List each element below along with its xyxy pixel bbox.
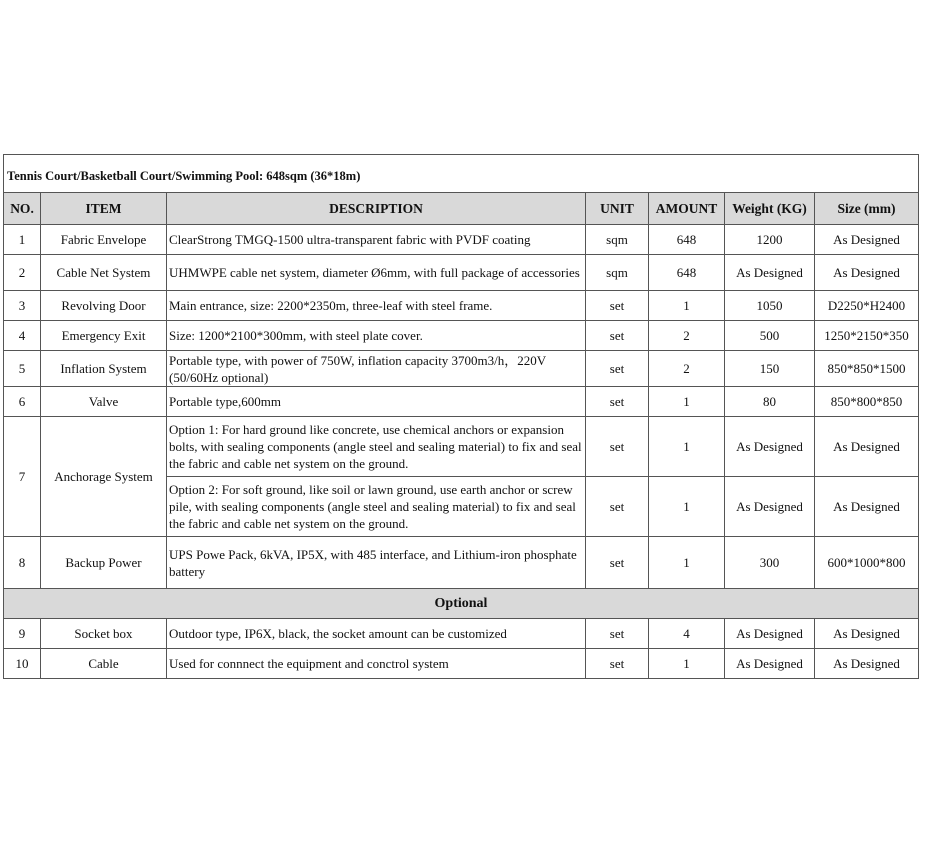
table-row: [4, 255, 919, 291]
table-row: [4, 225, 919, 255]
cell-description: Size: 1200*2100*300mm, with steel plate cover.: [167, 321, 586, 351]
cell-amount: 1: [649, 477, 725, 537]
cell-no: 5: [4, 351, 41, 387]
cell-size: 600*1000*800: [815, 537, 919, 589]
header-description: DESCRIPTION: [167, 193, 586, 225]
cell-weight: 500: [725, 321, 815, 351]
cell-description: Outdoor type, IP6X, black, the socket amount can be customized: [167, 619, 586, 649]
cell-weight: As Designed: [725, 255, 815, 291]
table-row: [4, 649, 919, 679]
cell-amount: 648: [649, 255, 725, 291]
cell-description: Option 2: For soft ground, like soil or lawn ground, use earth anchor or screw pile, with sealing components (angle steel and sealing material) to fix and seal the fabric and cable net system on the ground.: [167, 477, 586, 537]
cell-no: 9: [4, 619, 41, 649]
cell-description: Used for connnect the equipment and conctrol system: [167, 649, 586, 679]
table-row: [4, 291, 919, 321]
cell-weight: As Designed: [725, 477, 815, 537]
cell-amount: 1: [649, 387, 725, 417]
cell-unit: set: [586, 291, 649, 321]
cell-amount: 1: [649, 649, 725, 679]
cell-unit: set: [586, 619, 649, 649]
header-amount: AMOUNT: [649, 193, 725, 225]
cell-item: Anchorage System: [41, 417, 167, 537]
cell-item: Fabric Envelope: [41, 225, 167, 255]
cell-no: 2: [4, 255, 41, 291]
cell-unit: set: [586, 537, 649, 589]
optional-section-row: [4, 589, 919, 619]
cell-amount: 4: [649, 619, 725, 649]
spec-table-container: [3, 154, 918, 679]
cell-unit: set: [586, 417, 649, 477]
cell-no: 7: [4, 417, 41, 537]
cell-no: 6: [4, 387, 41, 417]
header-row: [4, 193, 919, 225]
cell-amount: 1: [649, 417, 725, 477]
cell-amount: 2: [649, 321, 725, 351]
cell-weight: As Designed: [725, 417, 815, 477]
optional-section-label: Optional: [4, 589, 919, 619]
cell-item: Cable Net System: [41, 255, 167, 291]
cell-weight: As Designed: [725, 619, 815, 649]
cell-unit: set: [586, 477, 649, 537]
table-row: [4, 619, 919, 649]
cell-no: 3: [4, 291, 41, 321]
cell-no: 4: [4, 321, 41, 351]
cell-size: As Designed: [815, 255, 919, 291]
cell-size: D2250*H2400: [815, 291, 919, 321]
header-item: ITEM: [41, 193, 167, 225]
cell-weight: 1050: [725, 291, 815, 321]
cell-amount: 2: [649, 351, 725, 387]
table-row: [4, 321, 919, 351]
cell-size: As Designed: [815, 619, 919, 649]
cell-weight: As Designed: [725, 649, 815, 679]
cell-item: Valve: [41, 387, 167, 417]
cell-description: Portable type,600mm: [167, 387, 586, 417]
table-title: Tennis Court/Basketball Court/Swimming Pool: 648sqm (36*18m): [4, 155, 919, 193]
cell-size: 850*800*850: [815, 387, 919, 417]
cell-unit: set: [586, 321, 649, 351]
cell-no: 1: [4, 225, 41, 255]
cell-item: Revolving Door: [41, 291, 167, 321]
header-size: Size (mm): [815, 193, 919, 225]
cell-no: 10: [4, 649, 41, 679]
cell-item: Backup Power: [41, 537, 167, 589]
cell-description: Portable type, with power of 750W, inflation capacity 3700m3/h，220V (50/60Hz optional): [167, 351, 586, 387]
header-no: NO.: [4, 193, 41, 225]
cell-size: As Designed: [815, 477, 919, 537]
cell-unit: set: [586, 387, 649, 417]
cell-weight: 1200: [725, 225, 815, 255]
cell-size: As Designed: [815, 417, 919, 477]
cell-description: ClearStrong TMGQ-1500 ultra-transparent fabric with PVDF coating: [167, 225, 586, 255]
table-row: [4, 387, 919, 417]
spec-table: [3, 154, 919, 679]
cell-weight: 300: [725, 537, 815, 589]
cell-item: Inflation System: [41, 351, 167, 387]
cell-amount: 1: [649, 291, 725, 321]
header-unit: UNIT: [586, 193, 649, 225]
cell-unit: set: [586, 351, 649, 387]
table-row: [4, 417, 919, 477]
cell-no: 8: [4, 537, 41, 589]
cell-item: Socket box: [41, 619, 167, 649]
cell-description: UPS Powe Pack, 6kVA, IP5X, with 485 interface, and Lithium-iron phosphate battery: [167, 537, 586, 589]
cell-description: Main entrance, size: 2200*2350m, three-leaf with steel frame.: [167, 291, 586, 321]
cell-item: Cable: [41, 649, 167, 679]
cell-description: UHMWPE cable net system, diameter Ø6mm, with full package of accessories: [167, 255, 586, 291]
table-row: [4, 351, 919, 387]
cell-item: Emergency Exit: [41, 321, 167, 351]
cell-unit: sqm: [586, 255, 649, 291]
cell-size: 850*850*1500: [815, 351, 919, 387]
cell-size: As Designed: [815, 225, 919, 255]
cell-size: 1250*2150*350: [815, 321, 919, 351]
cell-size: As Designed: [815, 649, 919, 679]
cell-weight: 80: [725, 387, 815, 417]
cell-amount: 1: [649, 537, 725, 589]
header-weight: Weight (KG): [725, 193, 815, 225]
cell-amount: 648: [649, 225, 725, 255]
cell-unit: sqm: [586, 225, 649, 255]
cell-weight: 150: [725, 351, 815, 387]
cell-description: Option 1: For hard ground like concrete, use chemical anchors or expansion bolts, with sealing components (angle steel and sealing material) to fix and seal the fabric and cable net system on the ground.: [167, 417, 586, 477]
cell-unit: set: [586, 649, 649, 679]
table-row: [4, 537, 919, 589]
